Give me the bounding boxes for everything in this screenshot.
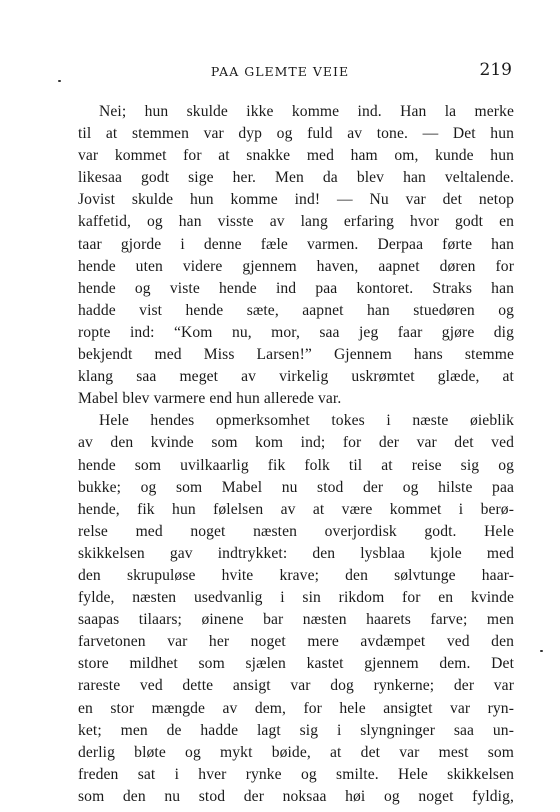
text-line: store mildhet som sjælen kastet gjennem dem. Det: [78, 655, 514, 673]
text-line: likesaa godt sige her. Men da blev han veltalende.: [78, 169, 514, 187]
text-line: ket; men de hadde lagt sig i slyngninger saa un-: [78, 721, 514, 739]
stray-ink-mark: [58, 80, 61, 82]
text-line: ropte ind: “Kom nu, mor, saa jeg faar gjøre dig: [78, 323, 514, 341]
text-line: Hele hendes opmerksomhet tokes i næste øieblik: [99, 412, 514, 430]
text-line: derlig bløte og mykt bøide, at det var mest som: [78, 743, 514, 761]
text-line: til at stemmen var dyp og fuld av tone. — Det hun: [78, 125, 514, 143]
text-line: bukke; og som Mabel nu stod der og hilste paa: [78, 478, 514, 496]
text-line: farvetonen var her noget mere avdæmpet ved den: [78, 633, 514, 651]
text-line: taar gjorde i denne fæle varmen. Derpaa førte han: [78, 235, 514, 253]
text-line: hadde vist hende sæte, aapnet han stuedøren og: [78, 301, 514, 319]
text-line: som den nu stod der noksaa høi og noget fyldig,: [78, 787, 514, 805]
text-line: var kommet for at snakke med ham om, kunde hun: [78, 147, 514, 165]
text-line: saapas tilaars; øinene bar næsten haarets farve; men: [78, 611, 514, 629]
text-line: hende som uvilkaarlig fik folk til at reise sig og: [78, 456, 514, 474]
page-number: 219: [479, 60, 512, 80]
text-line: fylde, næsten usedvanlig i sin rikdom for en kvinde: [78, 589, 514, 607]
running-title: PAA GLEMTE VEIE: [210, 64, 350, 79]
stray-ink-mark: [540, 650, 543, 652]
text-line: skikkelsen gav indtrykket: den lysblaa kjole med: [78, 544, 514, 562]
text-line: en stor mængde av dem, for hele ansigtet var ryn-: [78, 699, 514, 717]
text-line: hende og viste hende ind paa kontoret. Straks han: [78, 279, 514, 297]
text-line: den skrupuløse hvite krave; den sølvtunge haar-: [78, 566, 514, 584]
text-line: Nei; hun skulde ikke komme ind. Han la merke: [99, 103, 514, 120]
text-line: kaffetid, og han visste av lang erfaring hvor godt en: [78, 213, 514, 231]
text-line: hende uten videre gjennem haven, aapnet døren for: [78, 257, 514, 275]
text-line: bekjendt med Miss Larsen!” Gjennem hans stemme: [78, 346, 514, 364]
text-line: Jovist skulde hun komme ind! — Nu var det netop: [78, 191, 514, 209]
text-line: Mabel blev varmere end hun allerede var.: [78, 390, 342, 408]
text-line: rareste ved dette ansigt var dog rynkerne; der var: [78, 677, 514, 695]
text-line: relse med noget næsten overjordisk godt. Hele: [78, 522, 514, 540]
text-line: av den kvinde som kom ind; for der var det ved: [78, 434, 514, 452]
text-line: freden sat i hver rynke og smilte. Hele skikkelsen: [78, 765, 514, 783]
text-line: klang saa meget av virkelig uskrømtet glæde, at: [78, 368, 514, 386]
body-text: [78, 101, 514, 808]
text-line: hende, fik hun følelsen av at være kommet i berø-: [78, 500, 514, 518]
